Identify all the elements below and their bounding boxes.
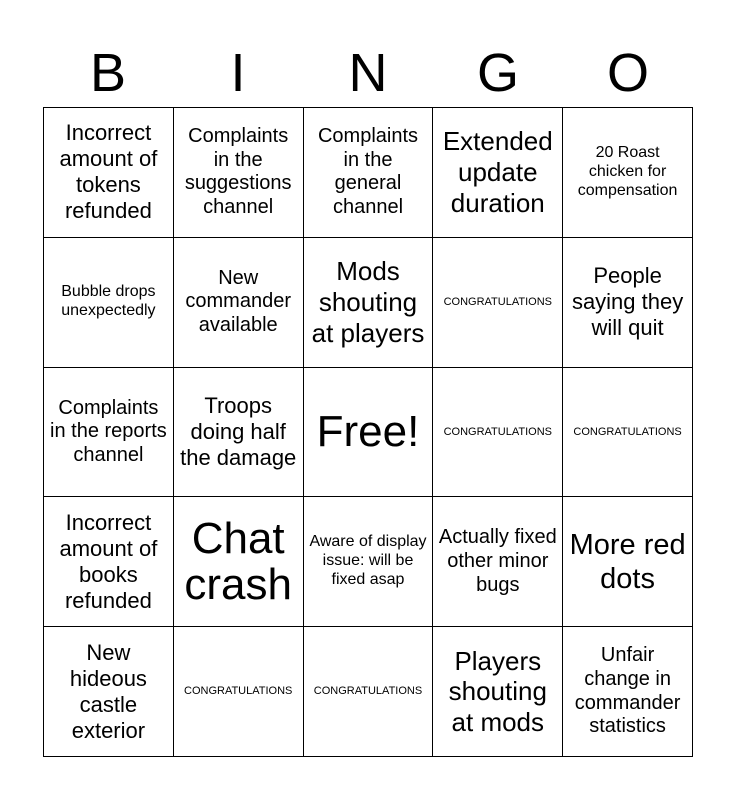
bingo-cell-r4c4[interactable]: Actually fixed other minor bugs [433,497,563,627]
bingo-cell-r4c3[interactable]: Aware of display issue: will be fixed asap [304,497,434,627]
bingo-cell-r3c5[interactable]: CONGRATULATIONS [563,368,693,498]
bingo-cell-r5c5[interactable]: Unfair change in commander statistics [563,627,693,757]
bingo-cell-r2c3[interactable]: Mods shouting at players [304,238,434,368]
bingo-cell-r4c5[interactable]: More red dots [563,497,693,627]
header-letter-b: B [89,43,127,103]
bingo-cell-r3c1[interactable]: Complaints in the reports channel [44,368,174,498]
bingo-cell-r5c3[interactable]: CONGRATULATIONS [304,627,434,757]
bingo-cell-r5c4[interactable]: Players shouting at mods [433,627,563,757]
bingo-cell-r2c5[interactable]: People saying they will quit [563,238,693,368]
bingo-cell-r3c2[interactable]: Troops doing half the damage [174,368,304,498]
header-letter-n: N [348,43,388,103]
header-letter-i: I [230,43,246,103]
bingo-cell-r1c2[interactable]: Complaints in the suggestions channel [174,108,304,238]
bingo-cell-r4c1[interactable]: Incorrect amount of books refunded [44,497,174,627]
bingo-cell-r5c2[interactable]: CONGRATULATIONS [174,627,304,757]
bingo-cell-r2c4[interactable]: CONGRATULATIONS [433,238,563,368]
header-letter-o: O [606,43,649,103]
bingo-grid [43,107,693,757]
bingo-cell-r1c3[interactable]: Complaints in the general channel [304,108,434,238]
bingo-cell-r1c4[interactable]: Extended update duration [433,108,563,238]
bingo-header [43,40,693,106]
bingo-cell-r3c4[interactable]: CONGRATULATIONS [433,368,563,498]
bingo-cell-r1c5[interactable]: 20 Roast chicken for compensation [563,108,693,238]
bingo-cell-r2c2[interactable]: New commander available [174,238,304,368]
free-space-cell[interactable]: Free! [304,368,434,498]
bingo-cell-r5c1[interactable]: New hideous castle exterior [44,627,174,757]
bingo-cell-r1c1[interactable]: Incorrect amount of tokens refunded [44,108,174,238]
bingo-cell-r4c2[interactable]: Chat crash [174,497,304,627]
bingo-cell-r2c1[interactable]: Bubble drops unexpectedly [44,238,174,368]
header-letter-g: G [476,43,519,103]
